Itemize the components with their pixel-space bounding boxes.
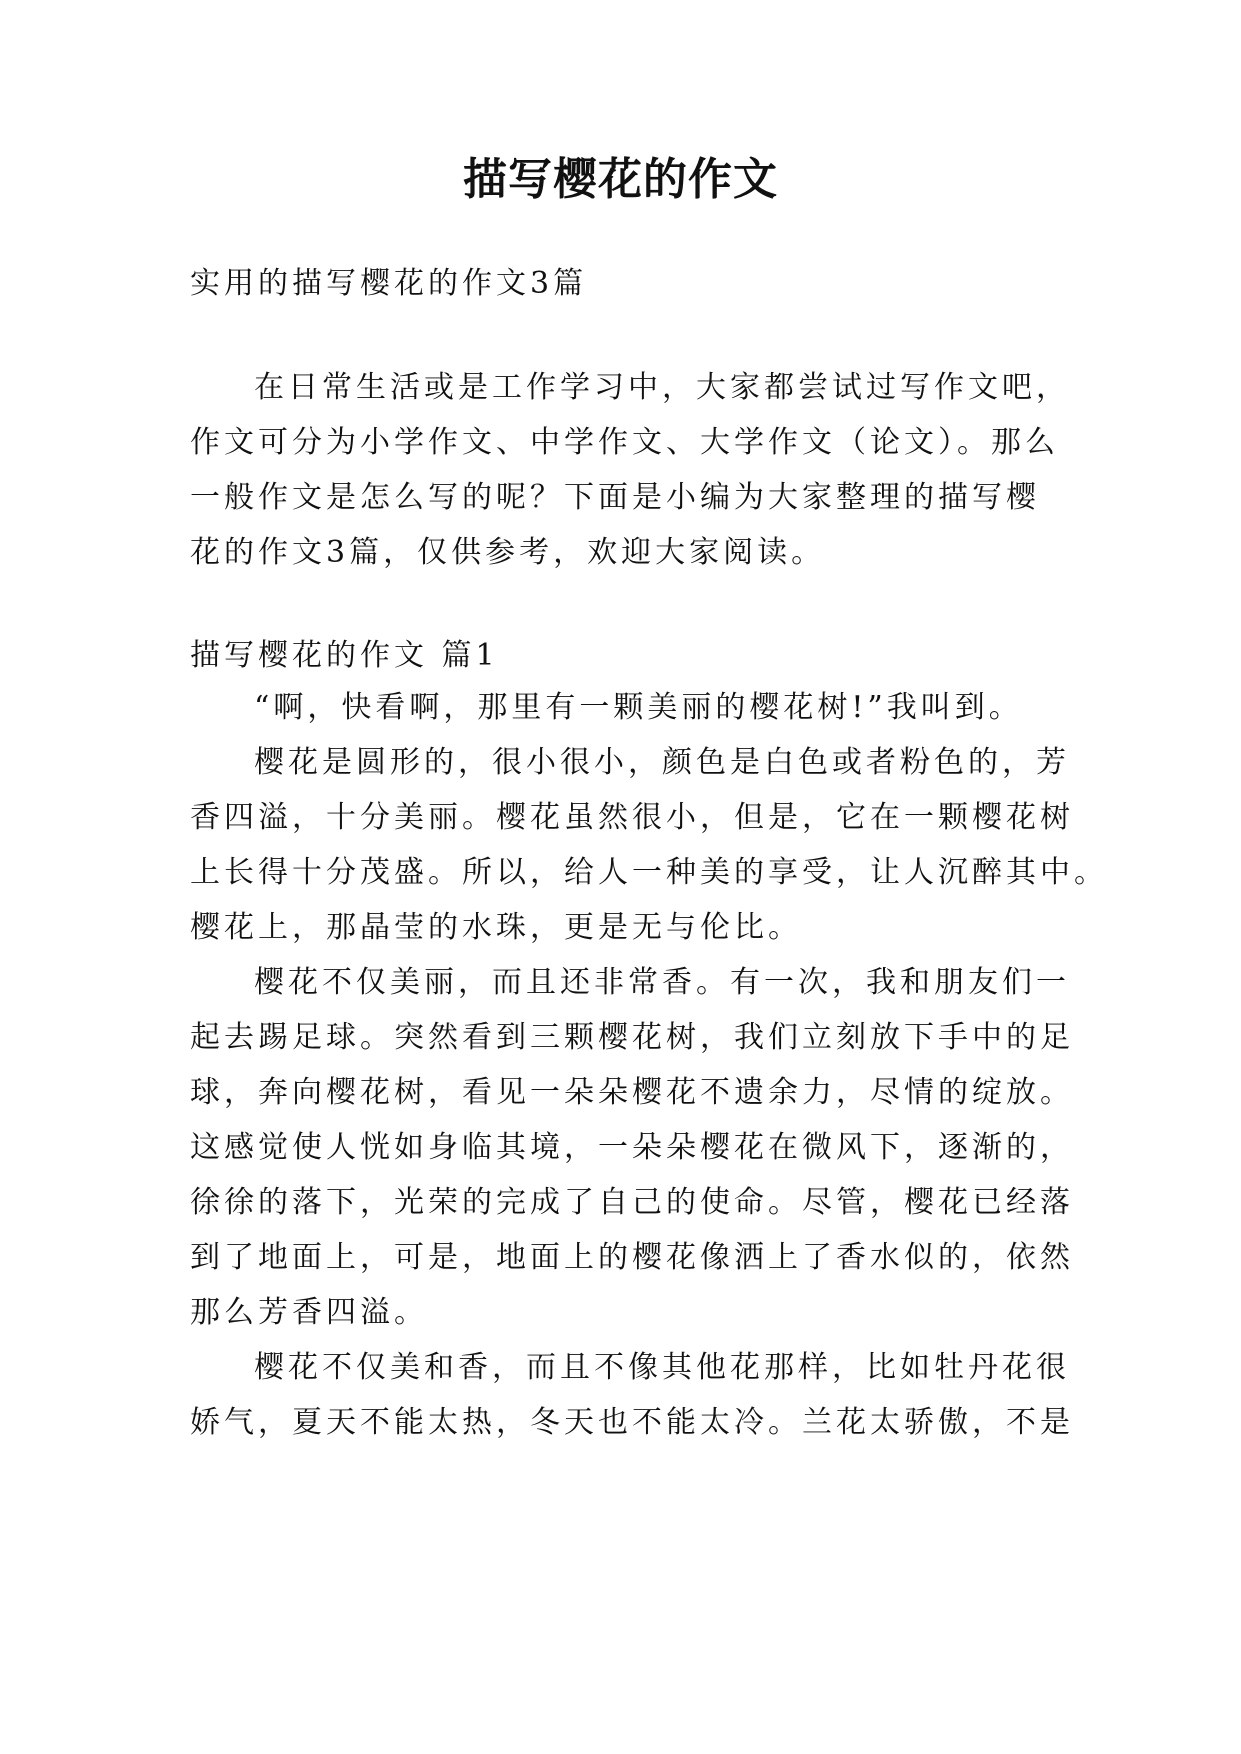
intro-line: 一般作文是怎么写的呢？下面是小编为大家整理的描写樱: [190, 480, 1040, 515]
body-line: 樱花是圆形的，很小很小，颜色是白色或者粉色的，芳: [254, 745, 1070, 780]
body-line: 徐徐的落下，光荣的完成了自己的使命。尽管，樱花已经落: [190, 1185, 1074, 1220]
body-line: “啊，快看啊，那里有一颗美丽的樱花树!”我叫到。: [254, 690, 1023, 725]
body-line: 娇气，夏天不能太热，冬天也不能太冷。兰花太骄傲，不是: [190, 1405, 1074, 1440]
body-line: 樱花不仅美丽，而且还非常香。有一次，我和朋友们一: [254, 965, 1070, 1000]
body-line: 樱花上，那晶莹的水珠，更是无与伦比。: [190, 910, 802, 945]
intro-line: 花的作文3篇，仅供参考，欢迎大家阅读。: [190, 535, 826, 570]
body-line: 起去踢足球。突然看到三颗樱花树，我们立刻放下手中的足: [190, 1020, 1074, 1055]
body-line: 球，奔向樱花树，看见一朵朵樱花不遗余力，尽情的绽放。: [190, 1075, 1074, 1110]
document-subtitle: 实用的描写樱花的作文3篇: [190, 266, 588, 301]
body-line: 香四溢，十分美丽。樱花虽然很小，但是，它在一颗樱花树: [190, 800, 1074, 835]
intro-line: 作文可分为小学作文、中学作文、大学作文（论文）。那么: [190, 425, 1059, 460]
body-line: 到了地面上，可是，地面上的樱花像洒上了香水似的，依然: [190, 1240, 1074, 1275]
body-line: 那么芳香四溢。: [190, 1295, 428, 1330]
body-line: 上长得十分茂盛。所以，给人一种美的享受，让人沉醉其中。: [190, 855, 1108, 890]
body-line: 这感觉使人恍如身临其境，一朵朵樱花在微风下，逐渐的，: [190, 1130, 1074, 1165]
intro-line: 在日常生活或是工作学习中，大家都尝试过写作文吧，: [254, 370, 1070, 405]
body-line: 樱花不仅美和香，而且不像其他花那样，比如牡丹花很: [254, 1350, 1070, 1385]
document-title: 描写樱花的作文: [463, 154, 778, 205]
section-heading: 描写樱花的作文 篇1: [190, 638, 499, 673]
